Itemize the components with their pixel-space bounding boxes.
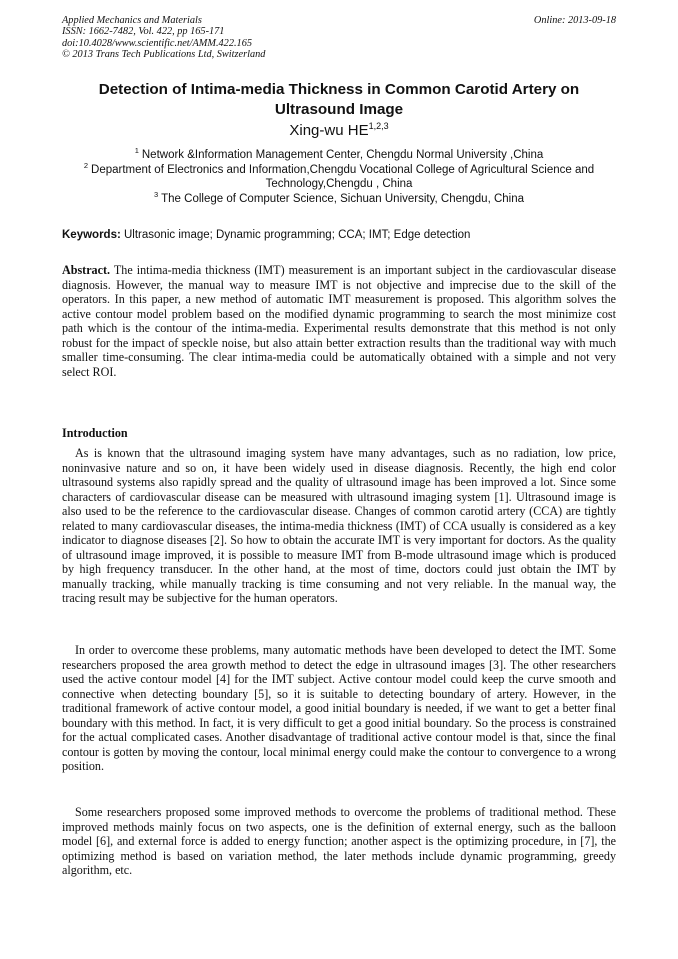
abstract-text: The intima-media thickness (IMT) measurement is an important subject in the cardiovascular disease diagnosis. However, the manual way to measure IMT is not objective and imprecise due to the skill of the operators. In this paper, a new method of automatic IMT measurement is proposed. This algorithm solves the active contour model problem based on the modified dynamic programming to search the most minimize cost path which is the contour of the intima-media. Experimental results demonstrate that this method is not only robust for the impact of speckle noise, but also attain better extraction results than the traditional way with much smaller time-consuming. The clear intima-media could be automatically obtained with a simple and not very select ROI. (62, 263, 617, 379)
affiliation-3 (62, 189, 616, 207)
keywords-label: Keywords: (62, 229, 121, 241)
affiliation-2 (62, 160, 616, 192)
intro-paragraph-2: In order to overcome these problems, many automatic methods have been developed to detect the IMT. Some researchers proposed the area growth method to detect the edge in ultrasound images [3]. The other researchers used the active contour model [4] for the IMT subject. Active contour model could keep the curve smooth and connective when detecting boundary [5], so it is suitable to detecting boundary of artery. However, in the traditional framework of active contour model, a good initial boundary is needed, if we want to get a better final boundary with this method. In fact, it is very difficult to get a good initial boundary. So the process is constrained for the actual complicated cases. Another disadvantage of traditional active contour model is that, since the final contour is gotten by moving the contour, local minimal energy could make the contour to convergence to a wrong position. (62, 643, 616, 774)
affiliation-number: 3 (153, 189, 159, 199)
affiliation-text: Network &Information Management Center, Chengdu Normal University ,China (141, 149, 544, 161)
journal-copyright: © 2013 Trans Tech Publications Ltd, Switzerland (62, 49, 266, 61)
journal-issn: ISSN: 1662-7482, Vol. 422, pp 165-171 (62, 26, 225, 38)
affiliation-number: 1 (134, 146, 139, 155)
author-line (62, 121, 616, 140)
keywords (62, 228, 616, 243)
paper-title: Detection of Intima-media Thickness in Common Carotid Artery on Ultrasound Image (98, 81, 580, 118)
author-name: Xing-wu HE (289, 122, 369, 139)
affiliation-text: Department of Electronics and Information,Chengdu Vocational College of Agricultural Science and Technology,Chengdu , China (91, 163, 595, 191)
section-heading-introduction: Introduction (62, 426, 128, 440)
abstract (62, 263, 616, 379)
author-affil-marks: 1,2,3 (368, 121, 389, 131)
affiliation-1 (62, 148, 616, 163)
affiliations (62, 148, 616, 206)
intro-paragraph-3: Some researchers proposed some improved methods to overcome the problems of traditional method. These improved methods mainly focus on two aspects, one is the definition of external energy, such as the balloon model [6], and external force is added to energy function; another aspect is the optimizing procedure, in [7], the optimizing method is based on variation method, the later methods include dynamic programming, greedy algorithm, etc. (62, 805, 616, 878)
journal-name: Applied Mechanics and Materials (62, 15, 202, 26)
journal-doi: doi:10.4028/www.scientific.net/AMM.422.165 (62, 37, 252, 49)
keywords-text: Ultrasonic image; Dynamic programming; CCA; IMT; Edge detection (124, 229, 471, 241)
affiliation-text: The College of Computer Science, Sichuan University, Chengdu, China (161, 192, 525, 205)
abstract-label: Abstract. (62, 263, 111, 277)
intro-paragraph-1: As is known that the ultrasound imaging system have many advantages, such as no radiation, low price, noninvasive nature and so on, it have been widely used in disease diagnosis. Recently, the high end color ultrasound systems also rapidly spread and the quality of ultrasound image has been improved a lot. Since some characters of cardiovascular disease can be measured with ultrasound imaging system [1]. Ultrasound image is also used to be the reference to the cardiovascular disease. Changes of common carotid artery (CCA) are tightly related to many cardiovascular diseases, the intima-media thickness (IMT) of CCA usually is considered as a key indicator to diagnose diseases [2]. So how to obtain the accurate IMT is very important for doctors. As the quality of ultrasound image improved, it is possible to measure IMT from B-mode ultrasound image which is produced by high frequency transducer. In the other hand, at the most of time, doctors could just obtain the IMT by manually tracking, while manually tracking is time consuming and not very reliable. In the manual way, the tracing result may be subjective for the human operators. (62, 446, 616, 606)
affiliation-number: 2 (83, 160, 89, 170)
online-date: Online: 2013-09-18 (533, 15, 616, 26)
journal-header (62, 15, 265, 61)
